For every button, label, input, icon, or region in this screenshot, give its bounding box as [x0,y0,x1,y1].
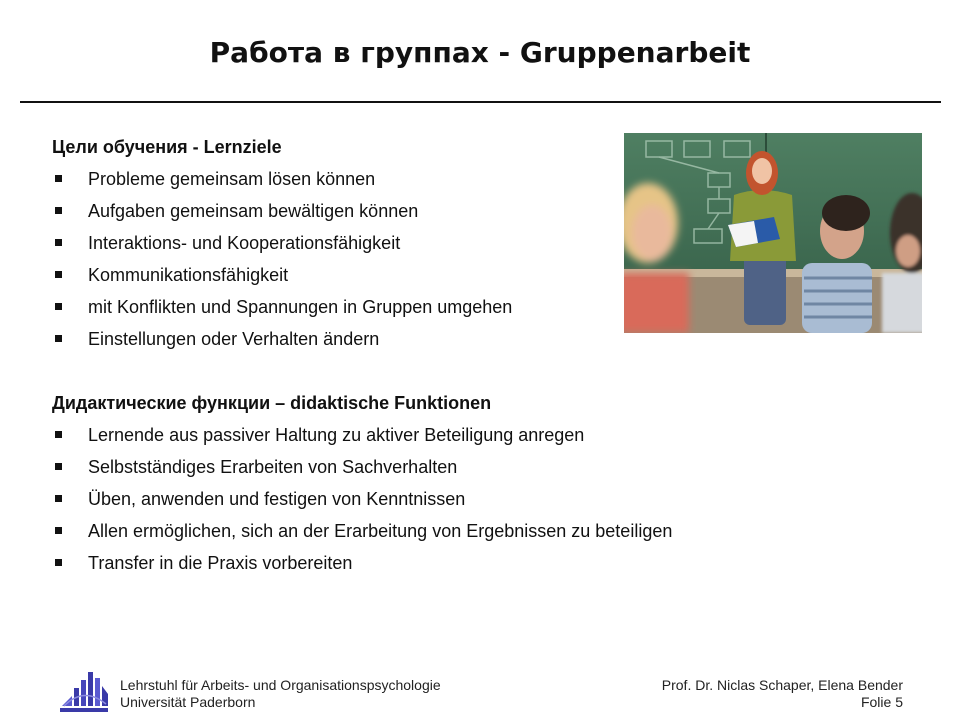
university-logo-icon [58,668,110,712]
footer-chair: Lehrstuhl für Arbeits- und Organisationspsychologie [120,677,441,693]
list-item-text: Selbstständiges Erarbeiten von Sachverhalten [88,457,458,477]
list-item [52,264,512,296]
list-item-text: Aufgaben gemeinsam bewältigen können [88,201,419,221]
footer-author-names: Prof. Dr. Niclas Schaper, Elena Bender [661,677,903,693]
bullet-square-icon [55,239,62,246]
list-item [52,520,672,552]
list-item-text: Allen ermöglichen, sich an der Erarbeitung von Ergebnissen zu beteiligen [88,521,673,541]
list-item [52,424,672,456]
list-item-text: Lernende aus passiver Haltung zu aktiver Beteiligung anregen [88,425,585,445]
section-heading: Цели обучения - Lernziele [52,137,282,157]
list-item-text: Interaktions- und Kooperationsfähigkeit [88,233,401,253]
section-didactic-functions [52,392,672,584]
list-item-text: Einstellungen oder Verhalten ändern [88,329,380,349]
bullet-square-icon [55,463,62,470]
bullet-list [52,168,512,360]
title-divider [20,101,941,103]
bullet-square-icon [55,271,62,278]
list-item [52,296,512,328]
bullet-square-icon [55,527,62,534]
slide-title: Работа в группах - Gruppenarbeit [209,36,751,69]
bullet-square-icon [55,559,62,566]
list-item [52,552,672,584]
footer-university: Universität Paderborn [120,694,256,710]
list-item-text: Probleme gemeinsam lösen können [88,169,376,189]
section-learning-goals [52,136,512,360]
footer-institution [120,677,441,711]
list-item [52,232,512,264]
section-heading: Дидактические функции – didaktische Funktionen [52,393,492,413]
slide-number: Folie 5 [860,694,903,710]
classroom-photo-illustration [624,133,922,333]
bullet-square-icon [55,495,62,502]
bullet-square-icon [55,207,62,214]
bullet-square-icon [55,303,62,310]
footer-authors [662,677,903,711]
bullet-square-icon [55,335,62,342]
bullet-square-icon [55,175,62,182]
list-item-text: Kommunikationsfähigkeit [88,265,289,285]
list-item-text: mit Konflikten und Spannungen in Gruppen umgehen [88,297,513,317]
list-item [52,488,672,520]
classroom-photo [624,133,922,333]
list-item [52,200,512,232]
list-item-text: Üben, anwenden und festigen von Kenntnissen [88,489,466,509]
bullet-square-icon [55,431,62,438]
list-item [52,456,672,488]
list-item [52,168,512,200]
bullet-list [52,424,672,584]
list-item [52,328,512,360]
list-item-text: Transfer in die Praxis vorbereiten [88,553,353,573]
